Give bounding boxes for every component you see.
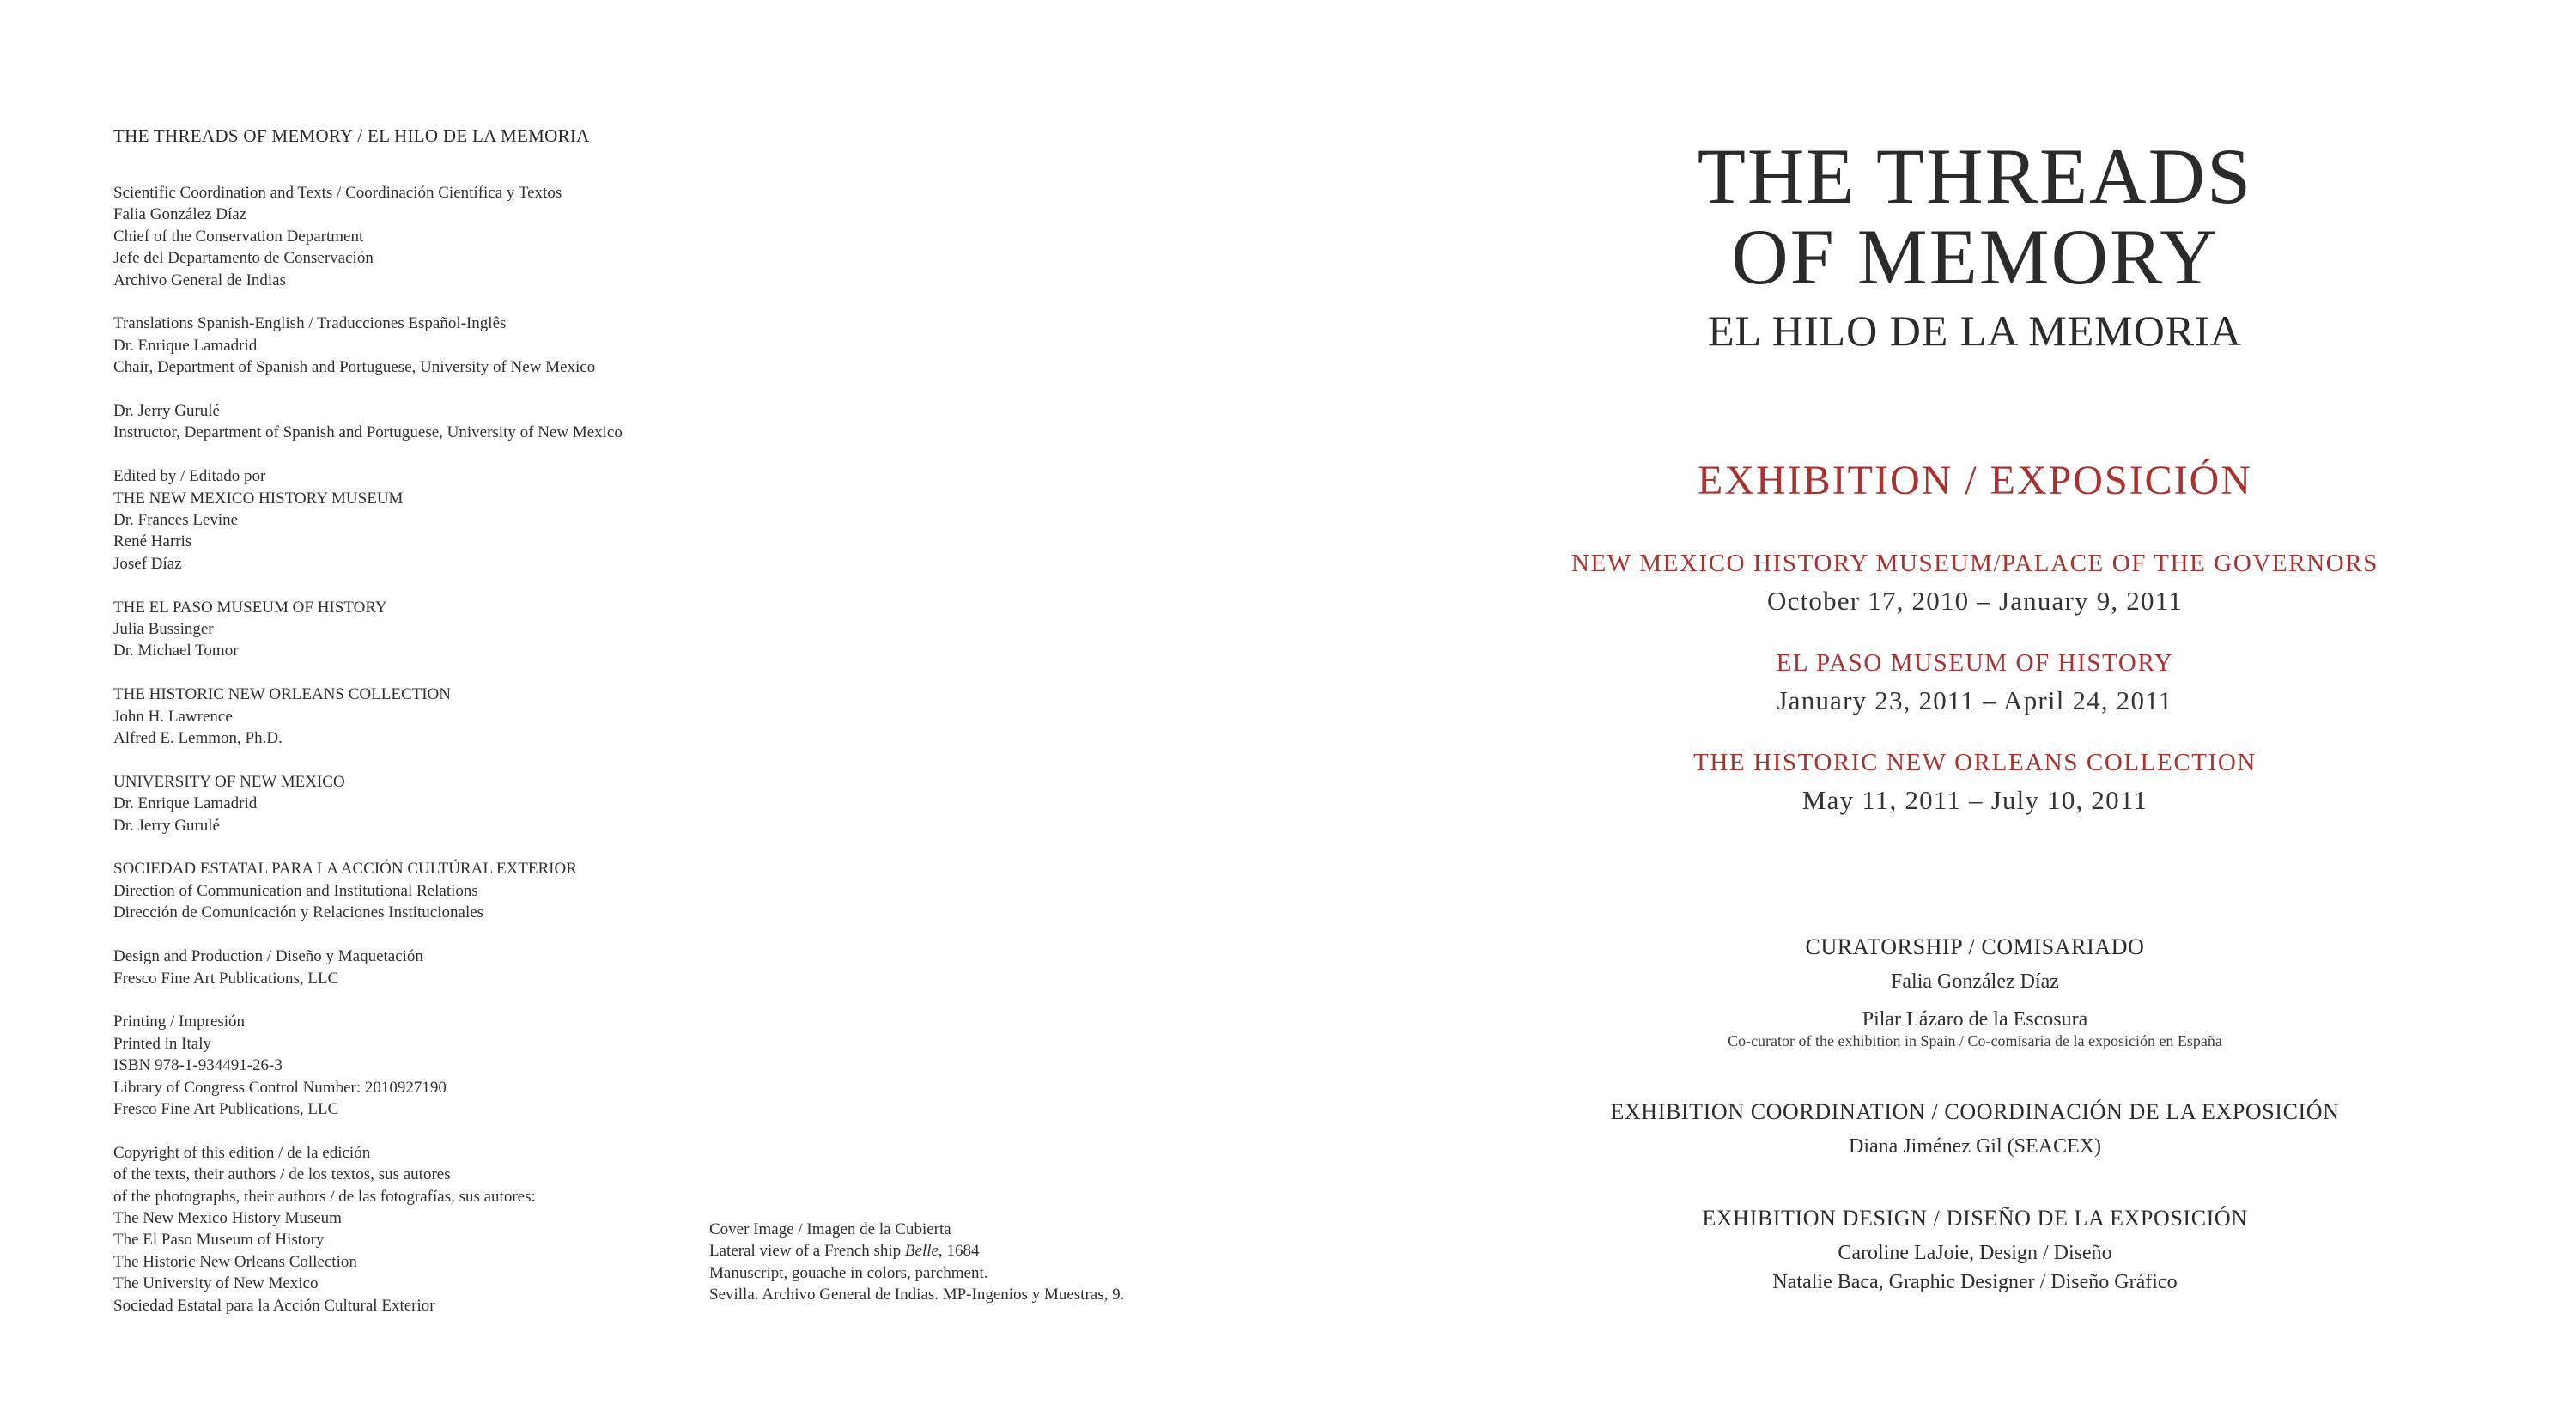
credit-line: Edited by / Editado por xyxy=(113,467,266,486)
curator-name: Pilar Lázaro de la Escosura xyxy=(1862,1008,2088,1031)
credit-line: Dr. Michael Tomor xyxy=(113,642,239,660)
curator-name: Falia González Díaz xyxy=(1891,970,2059,993)
credit-line: Dr. Enrique Lamadrid xyxy=(113,794,258,813)
credit-line: Chair, Department of Spanish and Portuguese, University of New Mexico xyxy=(113,358,596,377)
credit-line: THE NEW MEXICO HISTORY MUSEUM xyxy=(113,489,404,508)
credit-line: Archivo General de Indias xyxy=(113,271,287,289)
venue-dates: January 23, 2011 – April 24, 2011 xyxy=(1777,685,2173,715)
caption-line: Cover Image / Imagen de la Cubierta xyxy=(709,1220,951,1238)
credit-line: Fresco Fine Art Publications, LLC xyxy=(113,1099,339,1118)
credit-block-translator-2 xyxy=(113,400,766,444)
credit-line: Printing / Impresión xyxy=(113,1013,246,1031)
credit-line: Fresco Fine Art Publications, LLC xyxy=(113,969,339,988)
title-line-1: THE THREADS xyxy=(1697,132,2253,220)
credit-block-copyright xyxy=(113,1142,766,1317)
credit-line: THE HISTORIC NEW ORLEANS COLLECTION xyxy=(113,685,451,704)
credit-block-printing xyxy=(113,1011,766,1120)
caption-line: Manuscript, gouache in colors, parchment. xyxy=(709,1263,988,1282)
credit-block-edited-by xyxy=(113,465,766,575)
credit-line: Julia Bussinger xyxy=(113,620,214,639)
subtitle: EL HILO DE LA MEMORIA xyxy=(1708,307,2242,355)
credit-block-unm xyxy=(113,771,766,836)
venue-dates: May 11, 2011 – July 10, 2011 xyxy=(1801,785,2148,815)
credit-line: Translations Spanish-English / Traducciones Español-Inglês xyxy=(113,314,507,333)
credit-line: The University of New Mexico xyxy=(113,1274,319,1293)
credit-block-new-orleans xyxy=(113,684,766,749)
caption-line xyxy=(709,1240,1224,1262)
credit-line: Falia González Díaz xyxy=(113,205,247,224)
credit-line: Copyright of this edition / de la edición xyxy=(113,1143,371,1162)
credit-line: The New Mexico History Museum xyxy=(113,1208,342,1227)
credit-line: René Harris xyxy=(113,532,192,551)
credit-line: The El Paso Museum of History xyxy=(113,1231,325,1250)
credit-line: Josef Díaz xyxy=(113,554,182,573)
credit-line: THE EL PASO MUSEUM OF HISTORY xyxy=(113,598,387,617)
credit-line: of the texts, their authors / de los textos, sus autores xyxy=(113,1165,451,1184)
caption-text: , 1684 xyxy=(938,1242,980,1261)
credit-line: SOCIEDAD ESTATAL PARA LA ACCIÓN CULTÚRAL EXTERIOR xyxy=(113,860,577,879)
designer-name: Natalie Baca, Graphic Designer / Diseño Gráfico xyxy=(1772,1271,2178,1293)
credit-line: UNIVERSITY OF NEW MEXICO xyxy=(113,772,345,791)
venue-name: THE HISTORIC NEW ORLEANS COLLECTION xyxy=(1693,749,2257,776)
main-title xyxy=(1322,132,2576,301)
cover-image-caption xyxy=(709,1219,1224,1306)
venue-name: EL PASO MUSEUM OF HISTORY xyxy=(1776,649,2174,677)
credit-block-scientific-coordination xyxy=(113,182,766,291)
exhibition-heading: EXHIBITION / EXPOSICIÓN xyxy=(1698,458,2252,503)
credit-line: Dr. Frances Levine xyxy=(113,511,239,530)
credit-block-translations xyxy=(113,313,766,378)
ship-name: Belle xyxy=(904,1242,939,1261)
right-page xyxy=(1322,0,2576,1417)
curator-note: Co-curator of the exhibition in Spain / Co-comisaria de la exposición en España xyxy=(1728,1032,2222,1049)
credit-line: Sociedad Estatal para la Acción Cultural Exterior xyxy=(113,1296,435,1315)
colophon-title: THE THREADS OF MEMORY / EL HILO DE LA MEMORIA xyxy=(113,125,590,146)
credit-line: Direction of Communication and Institutional Relations xyxy=(113,881,478,900)
credit-line: Design and Production / Diseño y Maquetación xyxy=(113,947,423,966)
credit-line: Library of Congress Control Number: 2010927190 xyxy=(113,1078,447,1097)
credit-line: The Historic New Orleans Collection xyxy=(113,1252,357,1271)
credit-line: John H. Lawrence xyxy=(113,707,233,726)
venue-dates: October 17, 2010 – January 9, 2011 xyxy=(1767,586,2183,616)
credit-line: Scientific Coordination and Texts / Coordinación Científica y Textos xyxy=(113,184,562,202)
coordination-heading: EXHIBITION COORDINATION / COORDINACIÓN DE LA EXPOSICIÓN xyxy=(1610,1099,2340,1124)
credit-block-seacex xyxy=(113,858,766,923)
design-heading: EXHIBITION DESIGN / DISEÑO DE LA EXPOSICIÓN xyxy=(1702,1206,2248,1231)
coordinator-name: Diana Jiménez Gil (SEACEX) xyxy=(1849,1135,2101,1158)
credits-list xyxy=(113,182,766,1338)
credit-line: Jefe del Departamento de Conservación xyxy=(113,249,374,268)
credit-block-el-paso xyxy=(113,597,766,662)
credit-line: ISBN 978-1-934491-26-3 xyxy=(113,1056,283,1075)
credit-line: Dirección de Comunicación y Relaciones Institucionales xyxy=(113,903,484,922)
credit-line: Dr. Jerry Gurulé xyxy=(113,816,220,835)
credit-line: Chief of the Conservation Department xyxy=(113,227,364,246)
caption-line: Sevilla. Archivo General de Indias. MP-Ingenios y Muestras, 9. xyxy=(709,1286,1125,1304)
credit-line: Alfred E. Lemmon, Ph.D. xyxy=(113,729,283,748)
title-line-2: OF MEMORY xyxy=(1731,213,2219,301)
credit-line: Dr. Jerry Gurulé xyxy=(113,402,220,421)
curatorship-heading: CURATORSHIP / COMISARIADO xyxy=(1805,934,2145,959)
credit-line: Printed in Italy xyxy=(113,1034,211,1053)
credit-line: of the photographs, their authors / de las fotografías, sus autores: xyxy=(113,1187,536,1206)
credit-line: Dr. Enrique Lamadrid xyxy=(113,336,258,355)
caption-text: Lateral view of a French ship xyxy=(709,1242,905,1261)
venue-name: NEW MEXICO HISTORY MUSEUM/PALACE OF THE GOVERNORS xyxy=(1571,550,2379,577)
credit-block-design-production xyxy=(113,946,766,989)
designer-name: Caroline LaJoie, Design / Diseño xyxy=(1838,1242,2112,1264)
credit-line: Instructor, Department of Spanish and Portuguese, University of New Mexico xyxy=(113,423,623,442)
